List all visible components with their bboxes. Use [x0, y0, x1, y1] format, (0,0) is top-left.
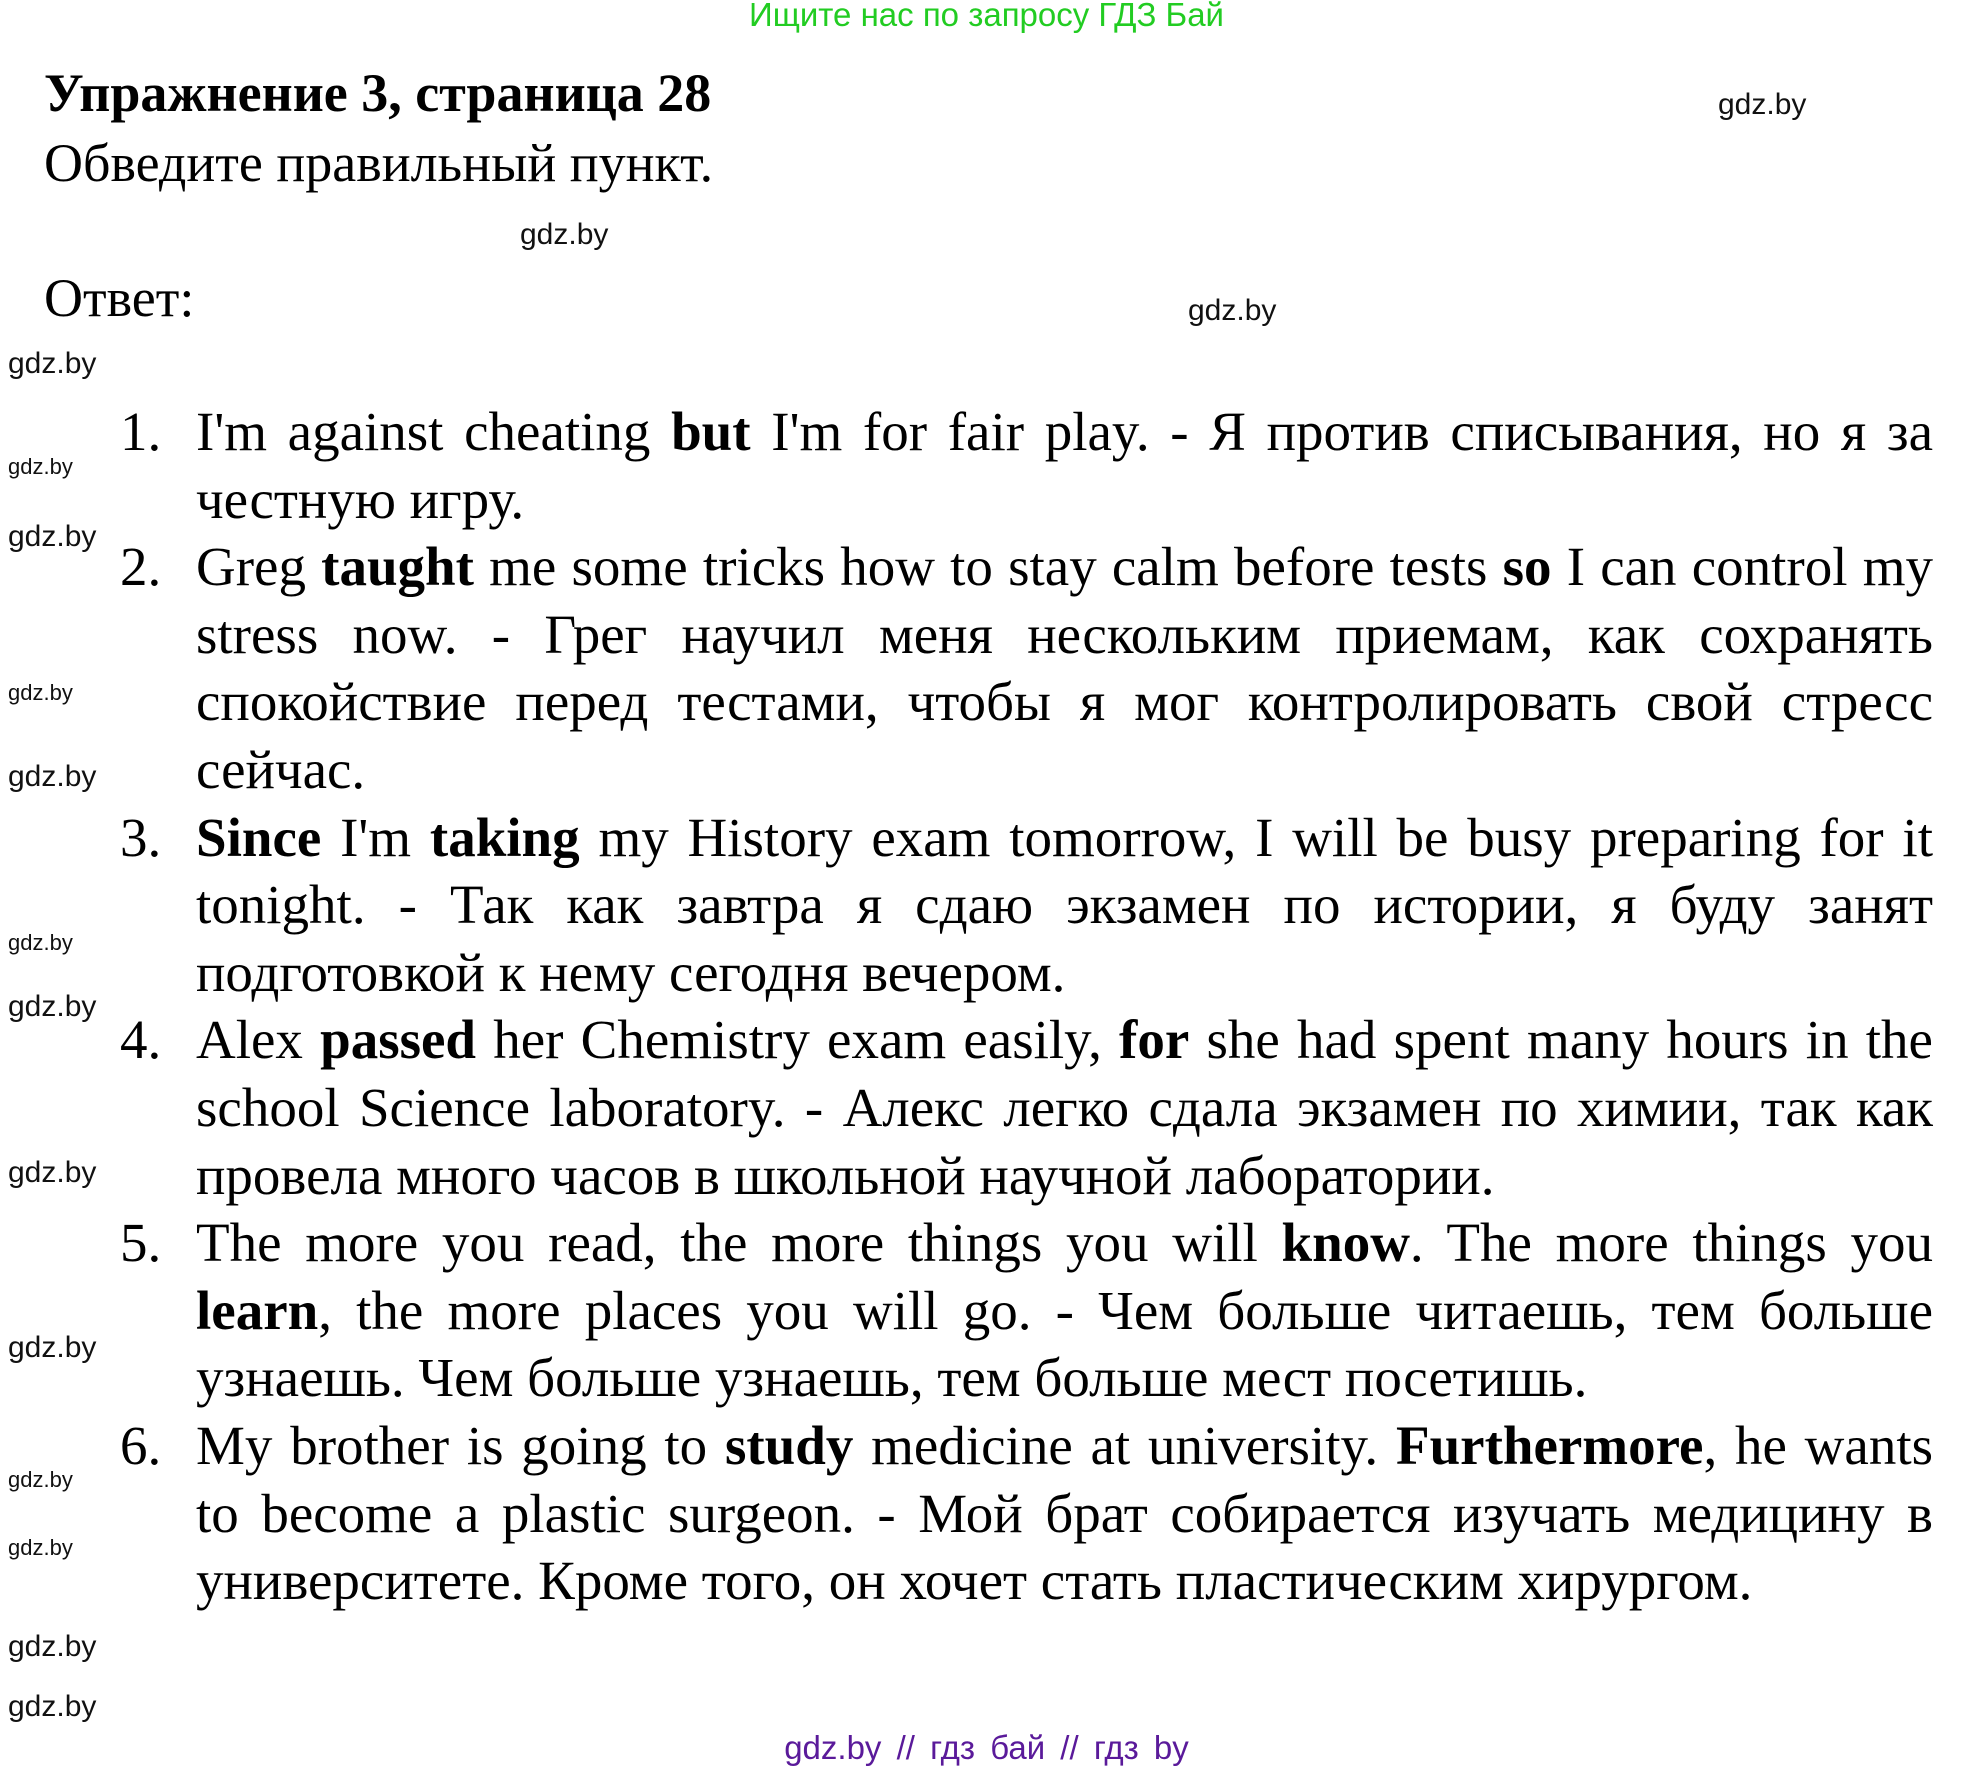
watermark: gdz.by [8, 1467, 73, 1492]
watermark: gdz.by [8, 1630, 97, 1663]
list-item [120, 533, 1933, 803]
highlighted-answer: taking [429, 806, 580, 868]
sentence-text: I can control my stress now. - Грег научил меня нескольким приемам, как сохранять спокойствие перед тестами, чтобы я мог контролировать свой стресс сейчас. [196, 536, 1933, 800]
sentence-text: I'm against cheating [196, 401, 672, 462]
sentence-text: she had spent many hours in the school Science laboratory. - Алекс легко сдала экзамен по химии, так как провела много часов в школьной научной лаборатории. [196, 1009, 1933, 1206]
list-item [120, 804, 1933, 1007]
highlighted-answer: learn [196, 1279, 319, 1341]
list-item [120, 1006, 1933, 1209]
search-hint-banner: Ищите нас по запросу ГДЗ Бай [749, 0, 1224, 33]
watermark: gdz.by [8, 760, 97, 793]
item-number: 5. [120, 1212, 162, 1274]
watermark: gdz.by [8, 1690, 97, 1723]
list-item [120, 1209, 1933, 1412]
highlighted-answer: Furthermore [1395, 1414, 1704, 1476]
watermark: gdz.by [8, 1331, 97, 1364]
highlighted-answer: for [1119, 1009, 1190, 1071]
item-number: 6. [120, 1414, 162, 1476]
answer-list [120, 398, 1933, 1615]
highlighted-answer: taught [321, 536, 474, 598]
watermark: gdz.by [8, 930, 73, 955]
sentence-text: . The more things you [1409, 1212, 1933, 1274]
watermark: gdz.by [8, 1156, 97, 1189]
watermark: gdz.by [8, 454, 73, 479]
sentence-text: my History exam tomorrow, I will be busy preparing for it tonight. - Так как завтра я сдаю экзамен по истории, я буду занят подготовкой к нему сегодня вечером. [196, 806, 1933, 1003]
item-number: 3. [120, 806, 162, 868]
sentence-text: I'm [321, 806, 430, 868]
highlighted-answer: Since [196, 806, 322, 868]
sentence-text: Alex [196, 1009, 321, 1071]
watermark: gdz.by [1188, 294, 1277, 327]
highlighted-answer: so [1502, 536, 1552, 598]
sentence-text: , the more places you will go. - Чем больше читаешь, тем больше узнаешь. Чем больше узнаешь, тем больше мест посетишь. [196, 1279, 1933, 1409]
sentence-text: Greg [196, 536, 322, 598]
item-number: 2. [120, 536, 162, 598]
highlighted-answer: know [1281, 1212, 1410, 1274]
item-number: 1. [120, 401, 162, 462]
watermark: gdz.by [8, 1535, 73, 1560]
highlighted-answer: passed [320, 1009, 477, 1071]
watermark: gdz.by [8, 347, 97, 380]
watermark: gdz.by [1718, 88, 1807, 121]
sentence-text: , he wants to become a plastic surgeon. - Мой брат собирается изучать медицину в университете. Кроме того, он хочет стать пластическим хирургом. [196, 1414, 1934, 1612]
watermark: gdz.by [8, 680, 73, 705]
page-title: Упражнение 3, страница 28 [44, 63, 712, 123]
item-number: 4. [120, 1009, 162, 1071]
list-item [120, 398, 1933, 533]
sentence-text: medicine at university. [853, 1414, 1396, 1476]
sentence-text: My brother is going to [196, 1414, 725, 1476]
answer-label: Ответ: [44, 268, 195, 328]
watermark: gdz.by [8, 520, 97, 553]
sentence-text: her Chemistry exam easily, [476, 1009, 1120, 1071]
highlighted-answer: study [724, 1414, 854, 1476]
sentence-text: me some tricks how to stay calm before tests [473, 536, 1503, 598]
highlighted-answer: but [671, 401, 751, 462]
watermark: gdz.by [520, 218, 609, 251]
sentence-text: I'm for fair play. - Я против списывания, но я за честную игру. [196, 401, 1933, 530]
footer-links: gdz.by // гдз бай // гдз by [784, 1729, 1189, 1766]
exercise-instruction: Обведите правильный пункт. [44, 133, 714, 193]
sentence-text: The more you read, the more things you will [196, 1212, 1282, 1274]
list-item [120, 1412, 1933, 1615]
watermark: gdz.by [8, 990, 97, 1023]
